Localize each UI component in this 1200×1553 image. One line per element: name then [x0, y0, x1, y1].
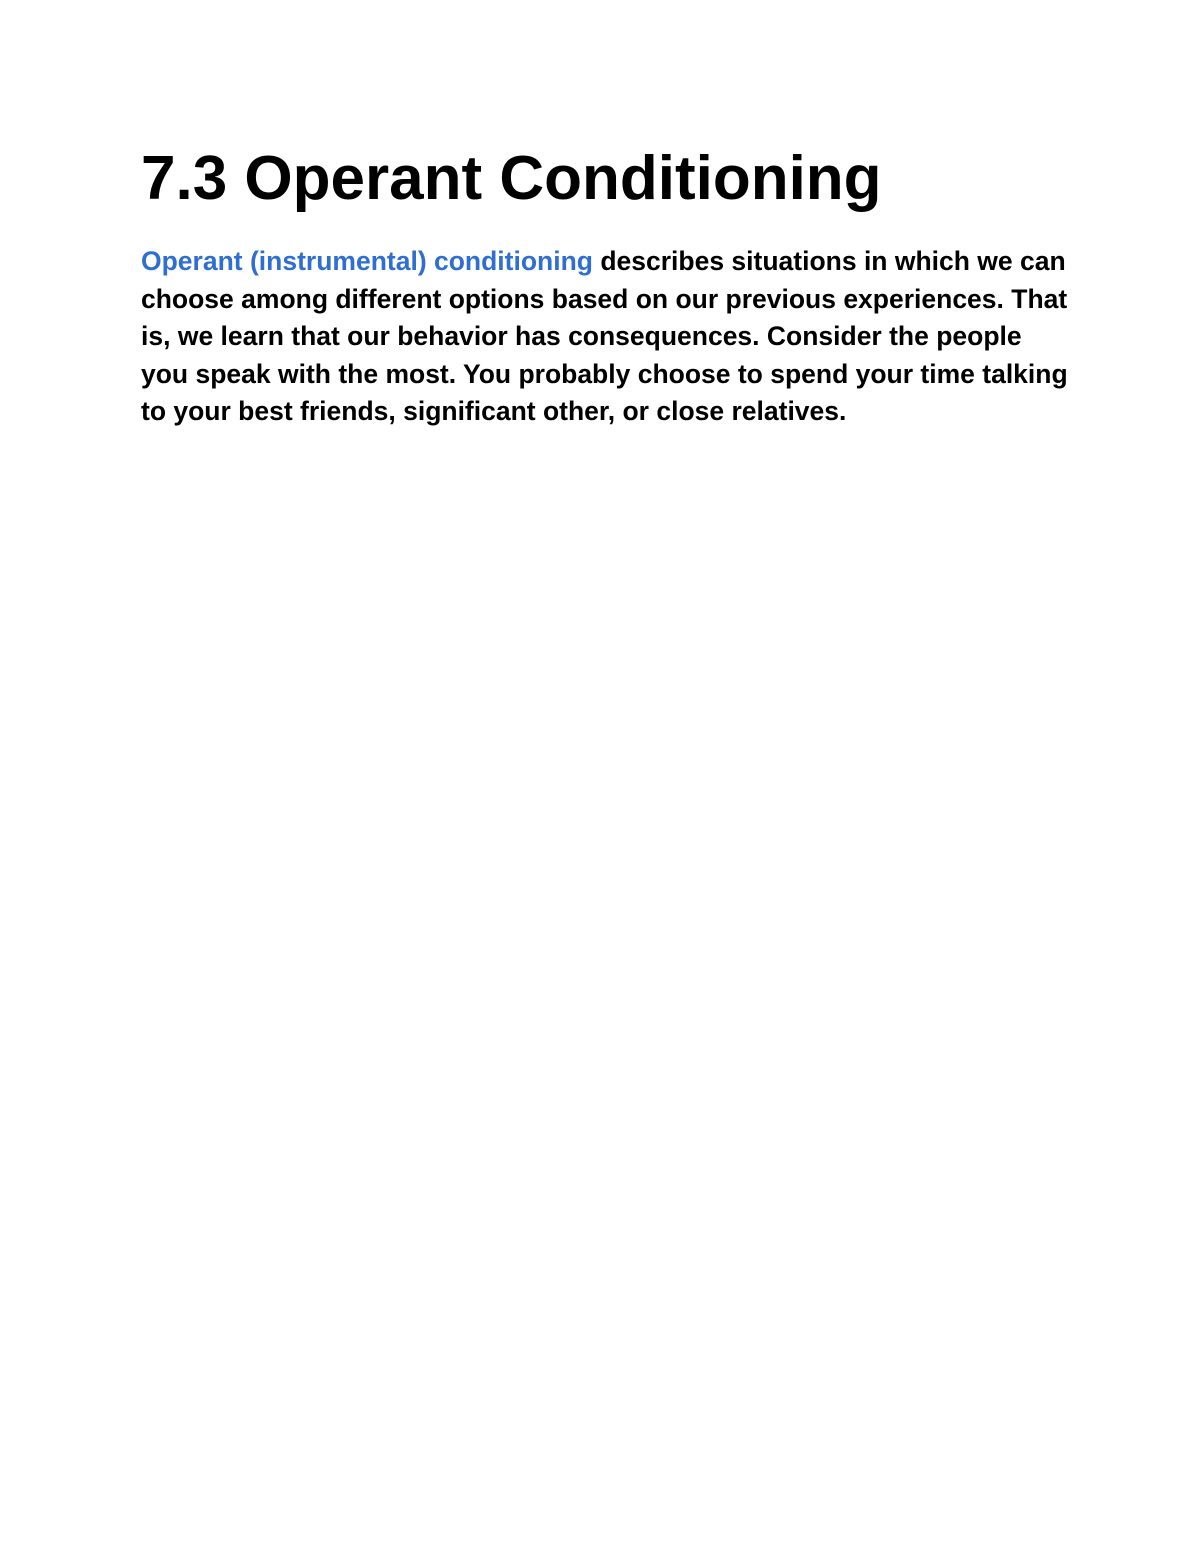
- paragraph-text: describes situations in which we can choose among different options based on our previous experiences. That is, we learn that our behavior has consequences. Consider the people you speak with the most. You probably choose to spend your time talking to your best friends, significant other, or close relatives.: [141, 246, 1068, 427]
- highlighted-term: Operant (instrumental) conditioning: [141, 246, 593, 276]
- page-title: 7.3 Operant Conditioning: [141, 144, 882, 213]
- body-paragraph: [141, 243, 1071, 431]
